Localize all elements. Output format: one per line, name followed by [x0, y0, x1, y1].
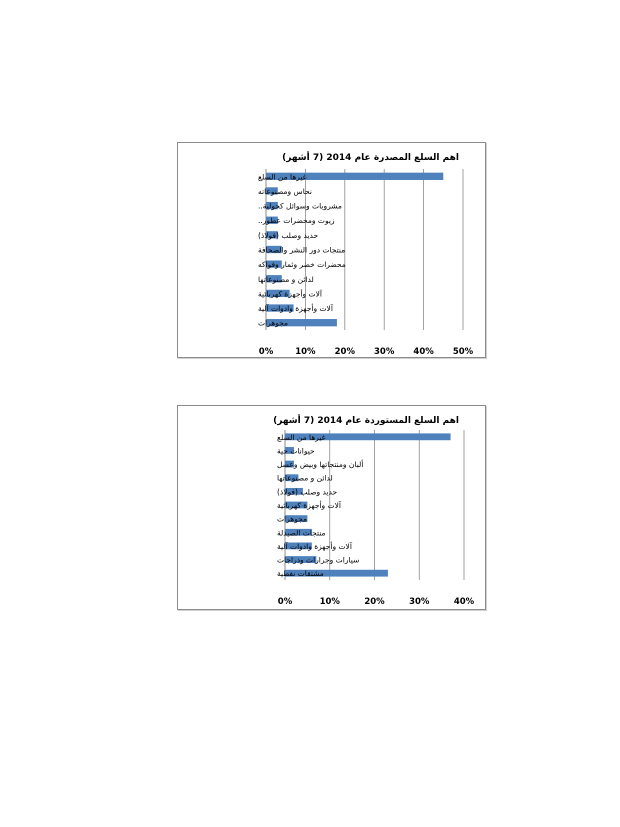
imports-chart: [177, 405, 486, 610]
category-label: حيوانات حية: [277, 446, 315, 456]
chart-title: اهم السلع المصدرة عام 2014 (7 أشهر): [282, 153, 459, 163]
category-label: آلات وأجهزة وادوات آلية: [277, 541, 352, 551]
category-label: منتجات دور النشر والصحافة: [258, 245, 346, 255]
category-label: سيارات وجرارات ودراجات: [277, 555, 360, 565]
category-label: آلات وأجهزة كهربائية: [277, 501, 341, 510]
category-label: غيرها من السلع: [258, 172, 307, 182]
category-label: مشتقات نفطية: [277, 569, 324, 579]
exports-chart-plot: [178, 143, 485, 357]
category-label: مجوهرات: [277, 514, 307, 524]
category-label: لدائن و مصنوعاتها: [258, 274, 314, 284]
category-label: ألبان ومنتجاتها وبيض وعسل: [277, 460, 364, 470]
category-label: مجوهرات: [258, 318, 288, 328]
x-tick-label: 0%: [277, 597, 293, 607]
category-label: آلات وأجهزة وادوات آلية: [258, 304, 333, 314]
x-tick-label: 10%: [319, 597, 340, 607]
x-tick-label: 40%: [453, 597, 475, 607]
category-label: آلات وأجهزة كهربائية: [258, 289, 322, 299]
x-tick-label: 20%: [334, 347, 355, 357]
x-tick-label: 20%: [364, 597, 385, 607]
category-label: نحاس ومصنوعاته: [258, 186, 312, 196]
category-label: غيرها من السلع: [277, 432, 326, 442]
category-label: حديد وصلب (فولاذ): [277, 487, 338, 497]
x-tick-label: 0%: [258, 347, 274, 357]
x-tick-label: 40%: [413, 347, 434, 357]
category-label: محضرات خضر وثمار وفواكه: [258, 260, 346, 270]
category-label: لدائن و مصنوعاتها: [277, 473, 333, 483]
category-label: زيوت ومحضرات عطور..: [258, 216, 335, 226]
imports-chart-plot: [178, 406, 485, 609]
x-tick-label: 10%: [295, 347, 316, 357]
x-tick-label: 30%: [374, 347, 395, 357]
category-label: منتجات الصيدلة: [277, 528, 326, 538]
category-label: حديد وصلب (فولاذ): [258, 230, 319, 240]
x-tick-label: 30%: [409, 597, 430, 607]
category-label: مشروبات وسوائل كحولية..: [258, 201, 342, 211]
chart-title: اهم السلع المستوردة عام 2014 (7 أشهر): [273, 416, 459, 426]
exports-chart: [177, 142, 486, 358]
x-tick-label: 50%: [452, 347, 474, 357]
